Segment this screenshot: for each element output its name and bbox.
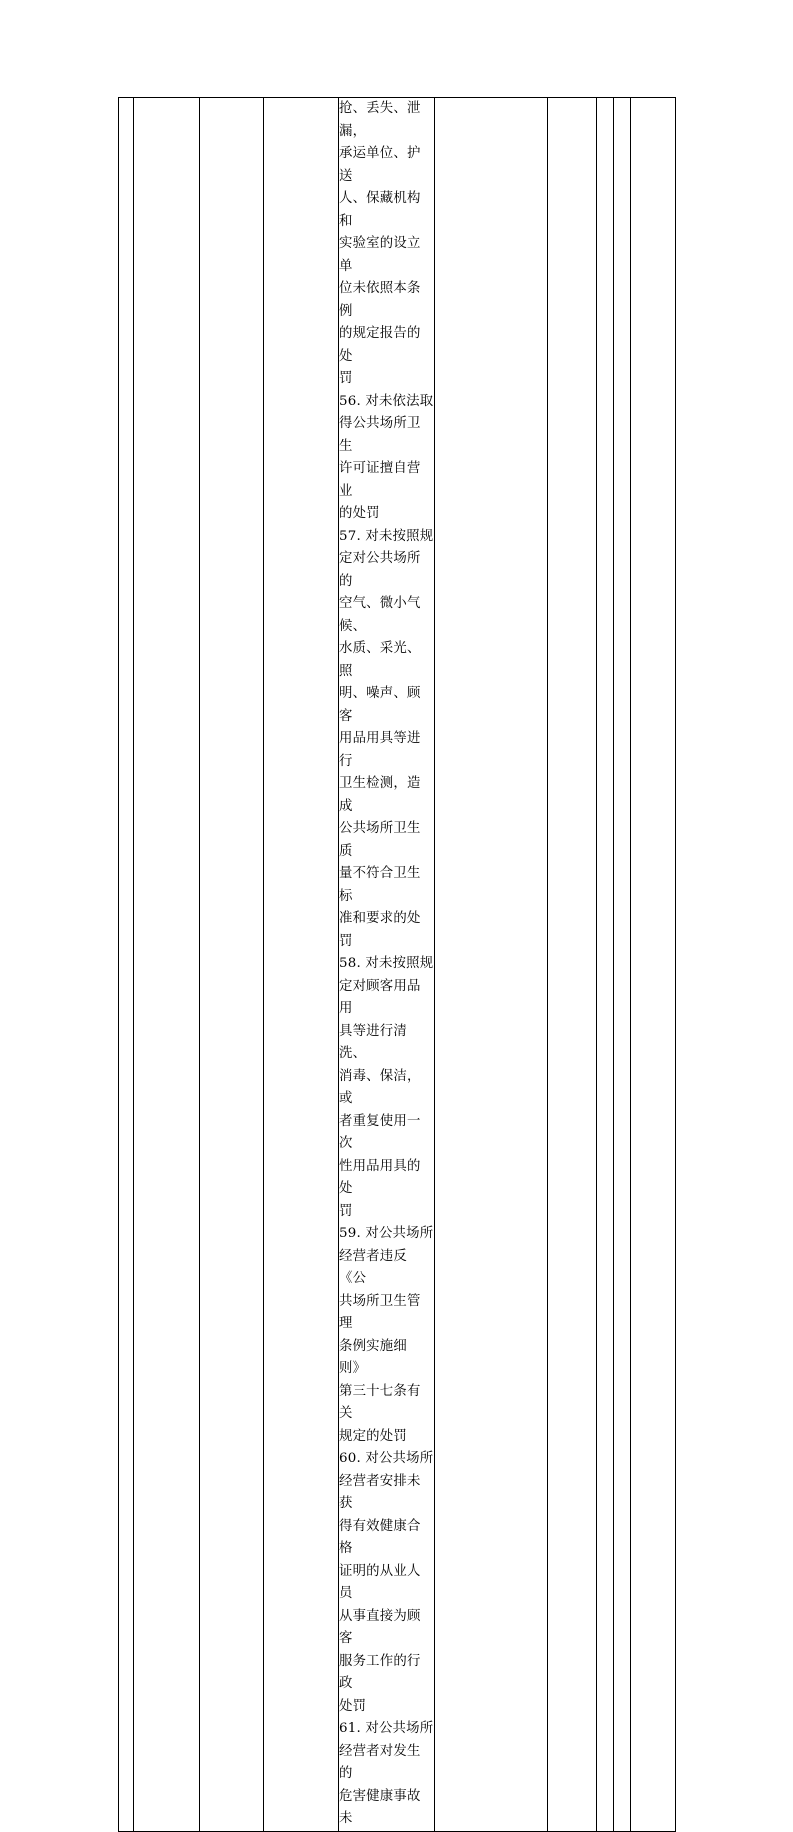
cell-col-8 [597, 98, 614, 1832]
cell-col-6 [435, 98, 548, 1832]
penalty-items-text: 抢、丢失、泄漏， 承运单位、护送 人、保藏机构和 实验室的设立单 位未依照本条例 的规定报告的处 罚 56. 对未依法取 得公共场所卫生 许可证擅自营业 的处罚 57. 对未按照规 定对公共场所的 空气、微小气候、 水质、采光、照 明、噪声、顾客 用品用具等进行 卫生检测，造成 公共场所卫生质 量不符合卫生标 准和要求的处罚 58. 对未按照规 定对顾客用品用 具等进行清洗、 消毒、保洁，或 者重复使用一次 性用品用具的处 罚 59. 对公共场所 经营者违反《公 共场所卫生管理 条例实施细则》 第三十七条有关 规定的处罚 60. 对公共场所 经营者安排未获 得有效健康合格 证明的从业人员 从事直接为顾客 服务工作的行政 处罚 61. 对公共场所 经营者对发生的 危害健康事故未 [339, 101, 434, 1826]
table-row [119, 98, 676, 1832]
cell-penalty-items [339, 98, 435, 1832]
cell-col-3 [200, 98, 264, 1832]
cell-col-2 [134, 98, 200, 1832]
cell-col-10 [631, 98, 676, 1832]
cell-col-7 [548, 98, 597, 1832]
penalty-table [118, 97, 676, 1832]
cell-col-9 [614, 98, 631, 1832]
cell-col-4 [264, 98, 339, 1832]
cell-col-1 [119, 98, 134, 1832]
